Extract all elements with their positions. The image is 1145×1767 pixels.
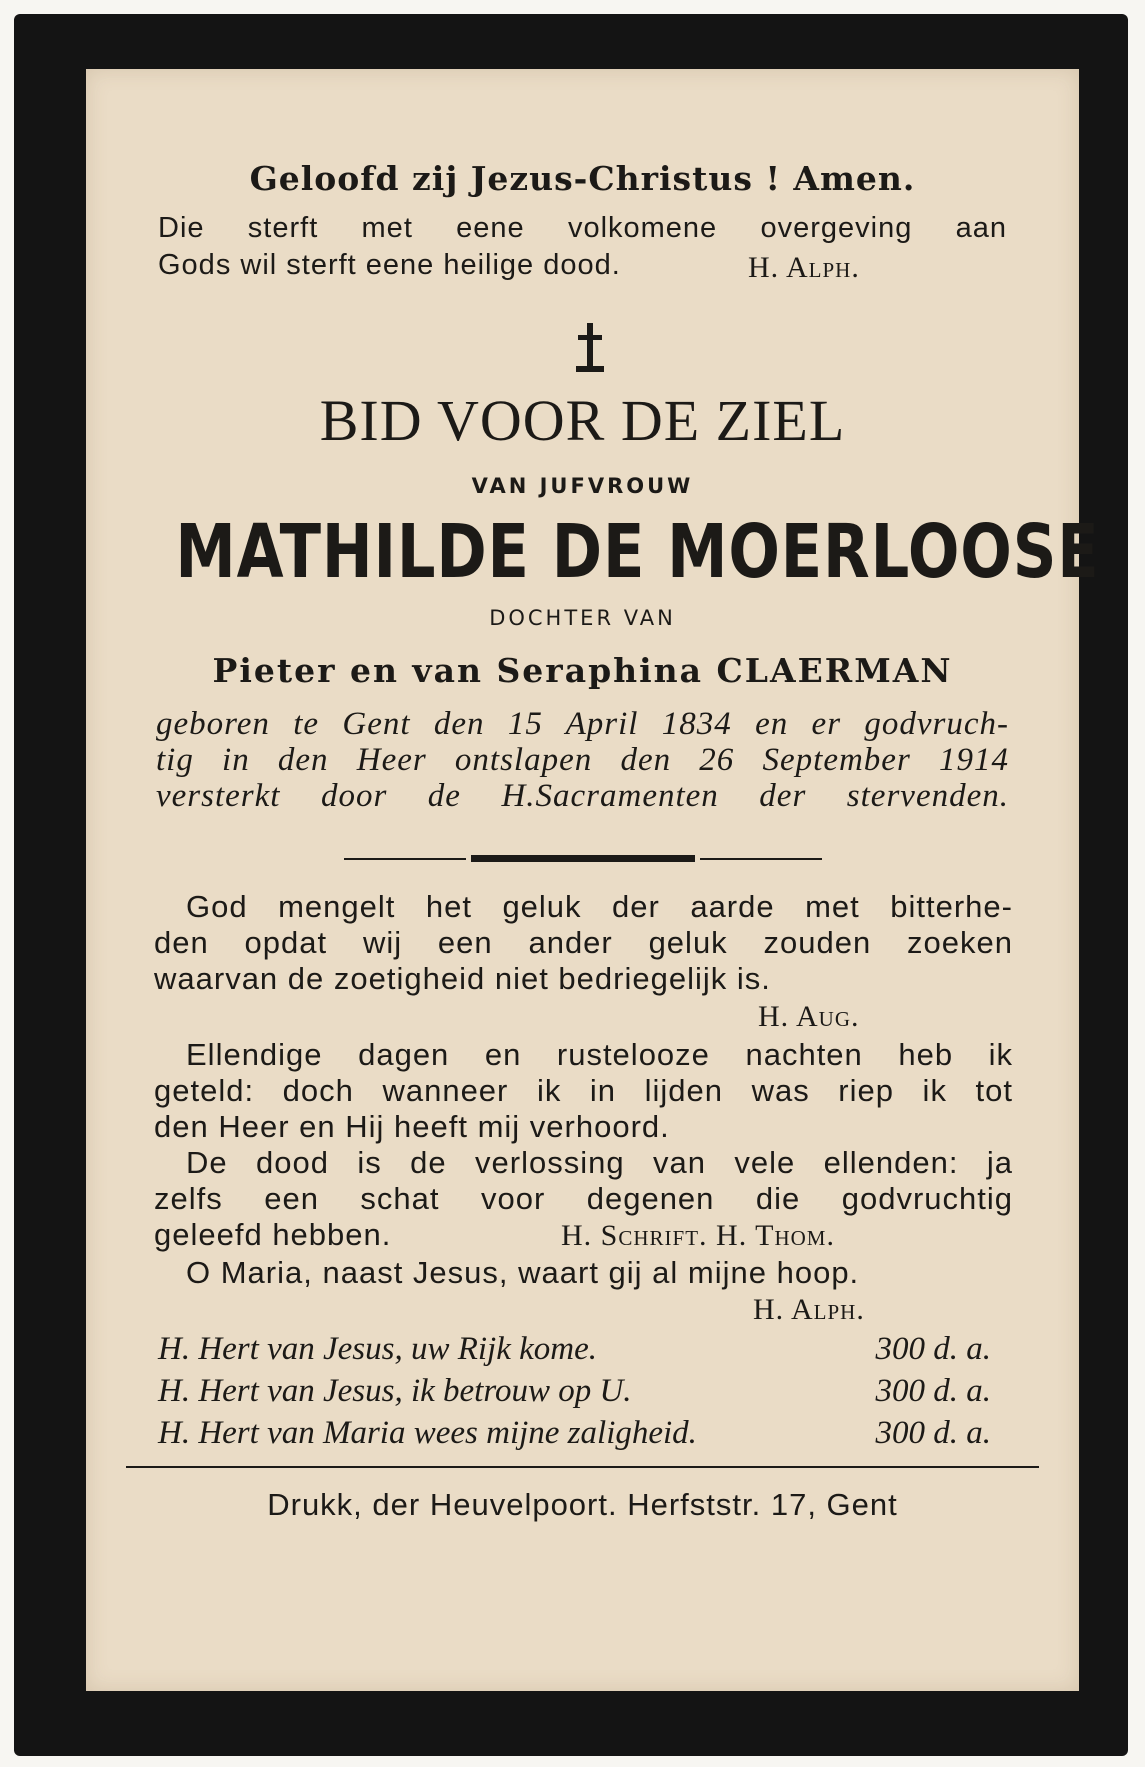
biography-line-3: versterkt door de H.Sacramenten der stervenden. — [156, 778, 1009, 814]
thomas-attribution: H. Schrift. H. Thom. — [561, 1219, 835, 1252]
scripture-quote-line-1: Ellendige dagen en rustelooze nachten heb ik — [186, 1037, 1013, 1072]
augustine-attribution: H. Aug. — [758, 1000, 860, 1033]
opening-quote-text: Gods wil sterft eene heilige dood. — [158, 249, 621, 281]
opening-quote-line-1: Die sterft met eene volkomene overgeving aan — [158, 212, 1007, 244]
van-jufvrouw-label: VAN JUFVROUW — [471, 474, 694, 498]
biography-line-1: geboren te Gent den 15 April 1834 en er godvruch- — [156, 706, 1009, 742]
memorial-card — [86, 69, 1100, 1691]
augustine-quote-line-1: God mengelt het geluk der aarde met bitterhe- — [186, 889, 1013, 924]
opening-quote-attribution: H. Alph. — [748, 251, 860, 284]
deceased-name: MATHILDE DE MOERLOOSE — [175, 509, 1100, 595]
motto-header: Geloofd zij Jezus-Christus ! Amen. — [249, 159, 916, 198]
augustine-quote-line-3: waarvan de zoetigheid niet bedriegelijk is. — [154, 961, 771, 996]
mourning-border — [14, 14, 1128, 1756]
maria-quote: O Maria, naast Jesus, waart gij al mijne hoop. — [186, 1255, 860, 1290]
thomas-quote-line-1: De dood is de verlossing van vele ellenden: ja — [186, 1145, 1013, 1180]
dochter-van-label: DOCHTER VAN — [489, 606, 676, 630]
opening-quote-line-2 — [158, 249, 621, 282]
prayer-line-2: H. Hert van Jesus, ik betrouw op U. — [158, 1373, 632, 1409]
augustine-quote-line-2: den opdat wij een ander geluk zouden zoeken — [154, 925, 1013, 960]
thomas-quote-line-2: zelfs een schat voor degenen die godvruchtig — [154, 1181, 1013, 1216]
scripture-quote-line-3: den Heer en Hij heeft mij verhoord. — [154, 1109, 670, 1144]
printer-imprint: Drukk, der Heuvelpoort. Herfststr. 17, Gent — [267, 1487, 898, 1522]
thomas-quote-line-3: geleefd hebben. — [154, 1217, 392, 1252]
indulgence-1: 300 d. a. — [875, 1331, 991, 1367]
maria-attribution: H. Alph. — [753, 1293, 865, 1326]
indulgence-3: 300 d. a. — [875, 1415, 991, 1451]
scripture-quote-line-2: geteld: doch wanneer ik in lijden was riep ik tot — [154, 1073, 1013, 1108]
biography-line-2: tig in den Heer ontslapen den 26 September 1914 — [156, 742, 1009, 778]
indulgence-2: 300 d. a. — [875, 1373, 991, 1409]
ornamental-divider — [344, 855, 822, 863]
prayer-line-3: H. Hert van Maria wees mijne zaligheid. — [158, 1415, 697, 1451]
page-title: BID VOOR DE ZIEL — [319, 388, 846, 453]
footer-rule — [126, 1466, 1039, 1468]
prayer-line-1: H. Hert van Jesus, uw Rijk kome. — [158, 1331, 597, 1367]
cross-icon — [573, 323, 607, 373]
parents-names: Pieter en van Seraphina CLAERMAN — [212, 651, 953, 690]
